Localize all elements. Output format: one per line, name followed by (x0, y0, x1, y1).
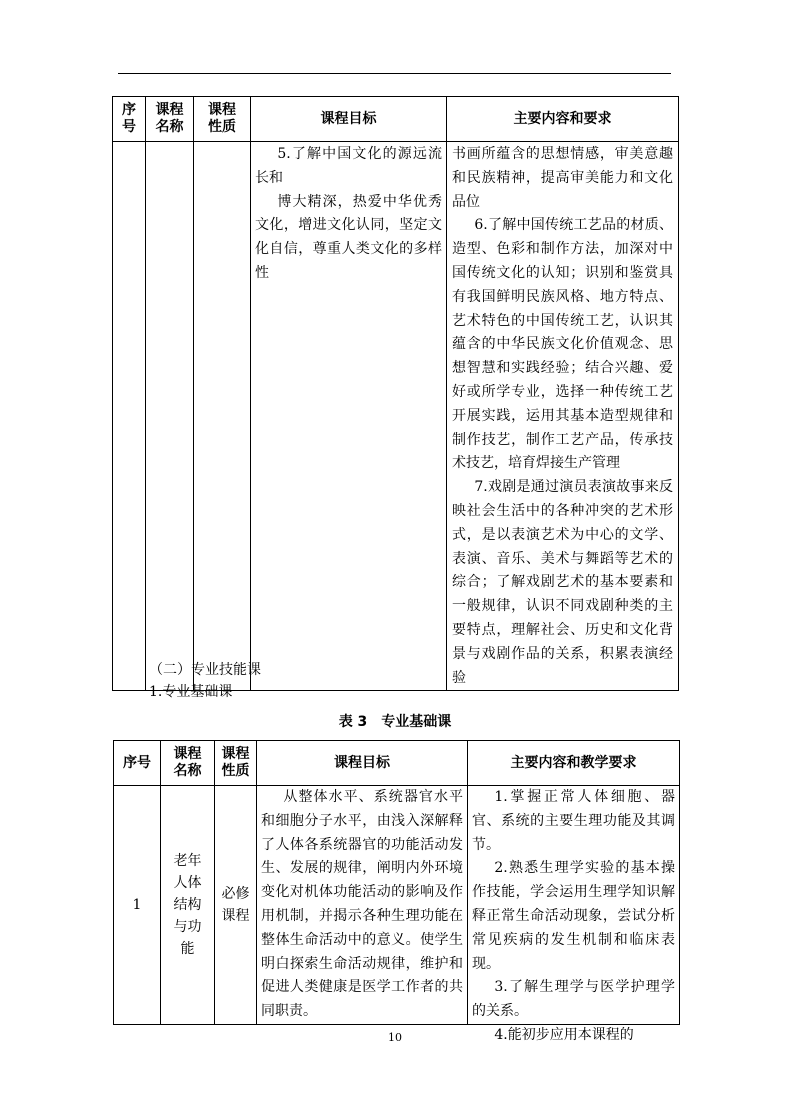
row-course-goal (257, 786, 468, 1025)
empty-index-cell (113, 142, 146, 691)
content-paragraph: 1.掌握正常人体细胞、器官、系统的主要生理功能及其调节。 (472, 789, 675, 853)
row-index: 1 (114, 786, 161, 1025)
row-content (468, 786, 680, 1043)
header-rule (118, 73, 671, 74)
row-course-name: 老年人体结构与功能 (161, 786, 215, 1025)
header-course-goal: 课程目标 (251, 97, 447, 142)
header-course-name: 课程名称 (161, 741, 215, 786)
header-course-type: 课程性质 (215, 741, 257, 786)
header-course-name: 课程名称 (146, 97, 194, 142)
table-row (113, 142, 679, 691)
continued-course-table (112, 96, 679, 691)
table-header-row (113, 97, 679, 142)
page-number: 10 (388, 1031, 402, 1044)
header-content-requirements: 主要内容和教学要求 (468, 741, 680, 786)
empty-name-cell (146, 142, 194, 691)
content-paragraph: 书画所蕴含的思想情感，审美意趣和民族精神，提高审美能力和文化品位 (452, 146, 673, 210)
course-goal-cell (251, 142, 447, 691)
header-course-type: 课程性质 (194, 97, 251, 142)
row-course-type: 必修课程 (215, 786, 257, 1025)
header-course-goal: 课程目标 (257, 741, 468, 786)
goal-paragraph: 博大精深，热爱中华优秀文化，增进文化认同，坚定文化自信，尊重人类文化的多样性 (255, 193, 442, 281)
content-paragraph: 2.熟悉生理学实验的基本操作技能，学会运用生理学知识解释正常生命活动现象，尝试分析常见疾病的发生机制和临床表现。 (472, 860, 675, 972)
table-header-row (114, 741, 680, 786)
content-paragraph: 3.了解生理学与医学护理学的关系。 (472, 979, 675, 1020)
subsection-heading: 1.专业基础课 (149, 684, 233, 700)
header-index: 序号 (114, 741, 161, 786)
header-content-requirements: 主要内容和要求 (447, 97, 679, 142)
table-title: 表 3 专业基础课 (338, 714, 452, 730)
content-paragraph: 7.戏剧是通过演员表演故事来反映社会生活中的各种冲突的艺术形式，是以表演艺术为中心的文学、表演、音乐、美术与舞蹈等艺术的综合；了解戏剧艺术的基本要素和一般规律，认识不同戏剧种类的主要特点，理解社会、历史和文化背景与戏剧作品的关系，积累表演经验 (452, 479, 673, 686)
goal-paragraph: 从整体水平、系统器官水平和细胞分子水平，由浅入深解释了人体各系统器官的功能活动发生、发展的规律，阐明内外环境变化对机体功能活动的影响及作用机制，并揭示各种生理功能在整体生命活动中的意义。使学生明白探索生命活动规律，维护和促进人类健康是医学工作者的共同职责。 (261, 789, 463, 1020)
empty-type-cell (194, 142, 251, 691)
goal-paragraph: 5.了解中国文化的源远流长和 (255, 146, 442, 186)
content-cell (447, 142, 679, 691)
header-index: 序号 (113, 97, 146, 142)
content-paragraph: 4.能初步应用本课程的 (494, 1026, 634, 1043)
section-heading: （二）专业技能课 (149, 662, 261, 678)
content-paragraph: 6.了解中国传统工艺品的材质、造型、色彩和制作方法，加深对中国传统文化的认知；识别和鉴赏具有我国鲜明民族风格、地方特点、艺术特色的中国传统工艺，认识其蕴含的中华民族文化价值观念、思想智慧和实践经验；结合兴趣、爱好或所学专业，选择一种传统工艺开展实践，运用其基本造型规律和制作技艺，制作工艺产品，传承技术技艺，培育焊接生产管理 (452, 217, 673, 472)
table-row (114, 786, 680, 1025)
